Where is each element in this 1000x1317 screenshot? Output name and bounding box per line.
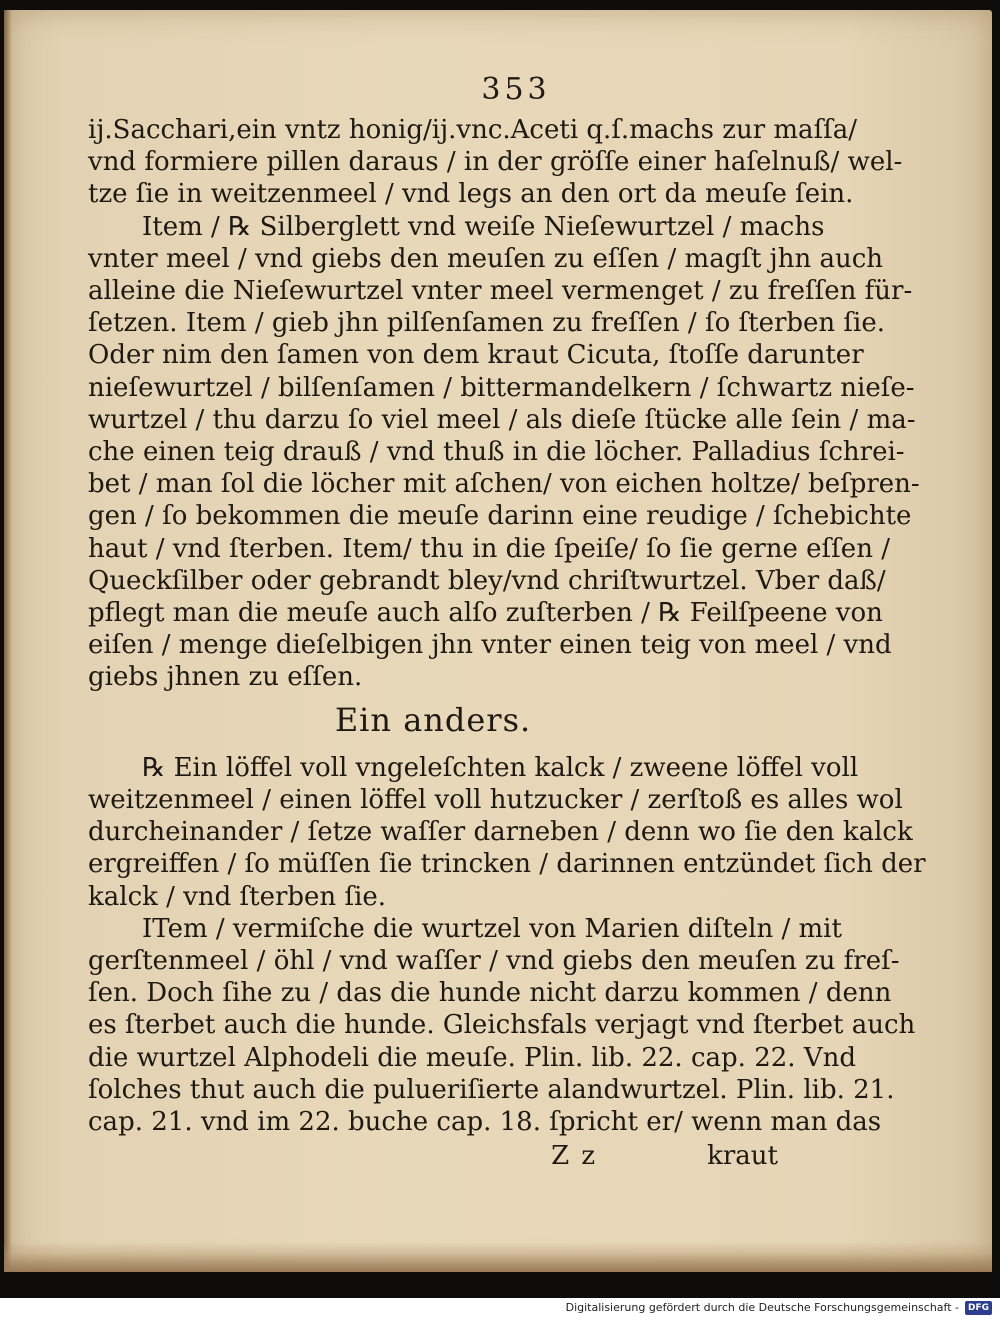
text-line: ſen. Doch ſihe zu / das die hunde nicht darzu kommen / denn: [88, 978, 892, 1009]
page-number: 353: [481, 72, 551, 107]
text-line: tze ſie in weitzenmeel / vnd legs an den ort da meuſe ſein.: [88, 179, 854, 210]
book-page: [4, 10, 992, 1272]
text-line: Item / ℞ Silberglett vnd weiſe Nieſewurtzel / machs: [142, 211, 825, 242]
text-line: pflegt man die meuſe auch alſo zuſterben / ℞ Feilſpeene von: [88, 598, 883, 629]
text-line: kalck / vnd ſterben ſie.: [88, 881, 387, 912]
text-line: ſolches thut auch die pulueriſierte alandwurtzel. Plin. lib. 21.: [88, 1074, 895, 1105]
page-binding-edge: [4, 10, 12, 1272]
text-line: giebs jhnen zu eſſen.: [88, 662, 363, 693]
text-line: ergreiffen / ſo müſſen ſie trincken / darinnen entzündet ſich der: [88, 849, 926, 880]
text-line: haut / vnd ſterben. Item/ thu in die ſpeiſe/ ſo ſie gerne eſſen /: [88, 533, 890, 564]
text-line: che einen teig drauß / vnd thuß in die löcher. Palladius ſchrei-: [88, 437, 905, 468]
text-line: durcheinander / ſetze waſſer darneben / denn wo ſie den kalck: [88, 817, 913, 848]
text-line: ij.Sacchari,ein vntz honig/ij.vnc.Aceti q.ſ.machs zur maſſa/: [88, 115, 858, 145]
text-line: cap. 21. vnd im 22. buche cap. 18. ſpricht er/ wenn man das: [88, 1107, 882, 1138]
text-line: Oder nim den ſamen von dem kraut Cicuta, ſtoſſe darunter: [88, 340, 864, 371]
page-text: [88, 114, 926, 1173]
attribution-text: Digitalisierung gefördert durch die Deutsche Forschungsgemeinschaft -: [565, 1301, 959, 1314]
page-stain: [4, 1242, 992, 1272]
text-line: ITem / vermiſche die wurtzel von Marien diſteln / mit: [142, 913, 842, 944]
text-line: Queckſilber oder gebrandt bley/vnd chriſtwurtzel. Vber daß/: [88, 565, 886, 596]
text-line: bet / man ſol die löcher mit aſchen/ von eichen holtze/ beſpren-: [88, 469, 920, 500]
dfg-logo-icon[interactable]: DFG: [965, 1301, 992, 1315]
signature-mark: Z z: [551, 1141, 598, 1172]
text-line: gen / ſo bekommen die meuſe darinn eine reudige / ſchebichte: [88, 501, 912, 532]
text-line: wurtzel / thu darzu ſo viel meel / als dieſe ſtücke alle ſein / ma-: [88, 404, 916, 435]
catchword: kraut: [707, 1141, 778, 1172]
text-line: ſetzen. Item / gieb jhn pilſenſamen zu freſſen / ſo ſterben ſie.: [88, 308, 886, 339]
text-line: nieſewurtzel / bilſenſamen / bittermandelkern / ſchwartz nieſe-: [88, 372, 915, 403]
text-line: weitzenmeel / einen löffel voll hutzucker / zerſtoß es alles wol: [88, 785, 903, 816]
text-line: vnter meel / vnd giebs den meuſen zu eſſen / magſt jhn auch: [88, 243, 884, 274]
text-line: eiſen / menge dieſelbigen jhn vnter einen teig von meel / vnd: [88, 630, 892, 661]
text-line: vnd formiere pillen daraus / in der gröſſe einer haſelnuß/ wel-: [88, 147, 903, 178]
attribution-bar: [0, 1298, 1000, 1317]
page-footer: [88, 1140, 778, 1172]
text-line: es ſterbet auch die hunde. Gleichsfals verjagt vnd ſterbet auch: [88, 1010, 916, 1041]
text-line: gerſtenmeel / öhl / vnd waſſer / vnd giebs den meuſen zu freſ-: [88, 946, 900, 977]
text-line: die wurtzel Alphodeli die meuſe. Plin. lib. 22. cap. 22. Vnd: [88, 1042, 856, 1073]
text-line: ℞ Ein löffel voll vngeleſchten kalck / zweene löffel voll: [142, 752, 859, 783]
text-line: alleine die Nieſewurtzel vnter meel vermenget / zu freſſen für-: [88, 276, 913, 307]
section-heading: Ein anders.: [334, 700, 532, 739]
